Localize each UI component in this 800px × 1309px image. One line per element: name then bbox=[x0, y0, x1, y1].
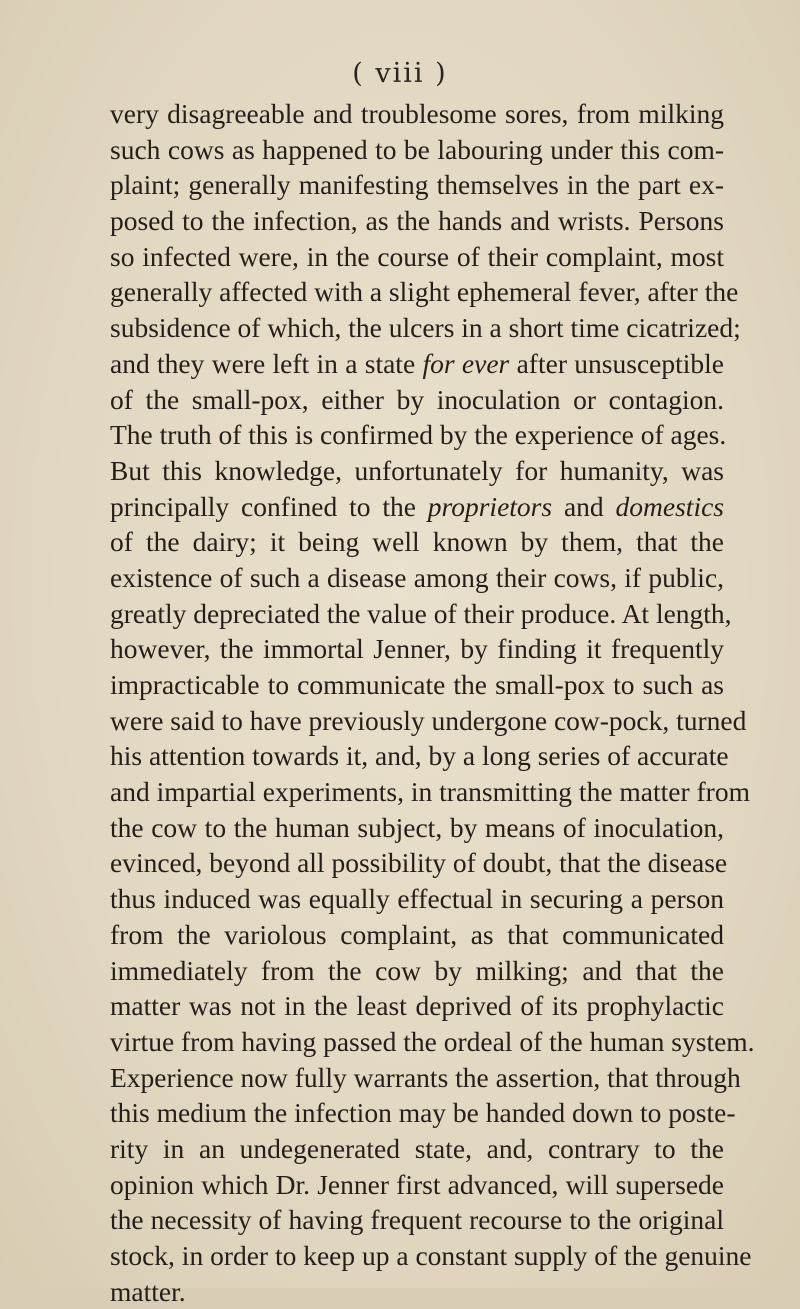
italic-text-segment: proprietors bbox=[427, 490, 553, 522]
text-line bbox=[110, 274, 739, 310]
text-segment: his attention towards it, and, by a long series of accurate bbox=[110, 740, 729, 772]
text-segment: virtue from having passed the ordeal of the human system. bbox=[110, 1025, 755, 1057]
text-segment: matter was not in the least deprived of its prophylactic bbox=[110, 990, 724, 1022]
text-segment: and they were left in a state bbox=[110, 347, 423, 379]
text-line bbox=[110, 953, 724, 989]
text-segment: plaint; generally manifesting themselves in the part ex- bbox=[110, 169, 724, 201]
text-line bbox=[110, 1060, 741, 1096]
text-segment: and bbox=[552, 490, 616, 522]
text-line bbox=[110, 382, 724, 418]
text-line bbox=[110, 1024, 755, 1060]
text-line bbox=[110, 1238, 752, 1274]
text-line bbox=[110, 1095, 736, 1131]
text-line bbox=[110, 96, 724, 132]
text-segment: the cow to the human subject, by means of inoculation, bbox=[110, 811, 724, 843]
italic-text-segment: for ever bbox=[422, 347, 510, 379]
text-segment: posed to the infection, as the hands and wrists. Persons bbox=[110, 205, 724, 237]
text-line bbox=[110, 132, 724, 168]
text-segment: this medium the infection may be handed down to poste- bbox=[110, 1097, 736, 1129]
text-segment: such cows as happened to be labouring under this com- bbox=[110, 133, 724, 165]
text-line bbox=[110, 1202, 724, 1238]
text-line bbox=[110, 738, 729, 774]
text-segment: Experience now fully warrants the assertion, that through bbox=[110, 1061, 741, 1093]
page-header: ( viii ) bbox=[352, 58, 448, 89]
text-line bbox=[110, 881, 724, 917]
text-segment: and impartial experiments, in transmitting the matter from bbox=[110, 776, 750, 808]
text-line bbox=[110, 810, 724, 846]
text-line bbox=[110, 1167, 724, 1203]
text-line bbox=[110, 1131, 724, 1167]
text-segment: after unsusceptible bbox=[509, 347, 725, 379]
text-segment: so infected were, in the course of their complaint, most bbox=[110, 240, 724, 272]
text-line bbox=[110, 774, 750, 810]
text-segment: of the dairy; it being well known by them, that the bbox=[110, 526, 724, 558]
text-line bbox=[110, 596, 732, 632]
text-segment: But this knowledge, unfortunately for humanity, was bbox=[110, 454, 724, 486]
text-line bbox=[110, 453, 724, 489]
text-line bbox=[110, 239, 724, 275]
text-segment: impracticable to communicate the small-pox to such as bbox=[110, 669, 724, 700]
text-segment: matter. bbox=[110, 1275, 186, 1307]
text-line bbox=[110, 988, 724, 1024]
text-segment: of the small-pox, either by inoculation or contagion. bbox=[110, 383, 724, 415]
text-segment: from the variolous complaint, as that communicated bbox=[110, 918, 724, 950]
body-text bbox=[110, 96, 755, 1309]
text-segment: The truth of this is confirmed by the experience of ages. bbox=[110, 419, 727, 451]
text-segment: very disagreeable and troublesome sores, from milking bbox=[110, 98, 724, 129]
text-segment: opinion which Dr. Jenner first advanced, will supersede bbox=[110, 1168, 724, 1200]
text-segment: principally confined to the bbox=[110, 490, 428, 522]
text-line bbox=[110, 667, 724, 703]
text-segment: evinced, beyond all possibility of doubt, that the disease bbox=[110, 847, 728, 879]
text-line bbox=[110, 524, 724, 560]
text-segment: stock, in order to keep up a constant supply of the genuine bbox=[110, 1240, 752, 1271]
text-line bbox=[110, 489, 724, 525]
text-segment: however, the immortal Jenner, by finding it frequently bbox=[110, 633, 724, 665]
text-segment: thus induced was equally effectual in securing a person bbox=[110, 883, 724, 915]
text-segment: rity in an undegenerated state, and, contrary to the bbox=[110, 1132, 724, 1164]
text-line bbox=[110, 167, 724, 203]
text-segment: subsidence of which, the ulcers in a short time cicatrized; bbox=[110, 312, 741, 344]
italic-text-segment: domestics bbox=[615, 490, 724, 522]
text-line bbox=[110, 845, 728, 881]
text-line bbox=[110, 1274, 724, 1309]
text-line bbox=[110, 631, 724, 667]
text-segment: were said to have previously undergone cow-pock, turned bbox=[110, 704, 747, 736]
text-line bbox=[110, 703, 747, 739]
text-segment: immediately from the cow by milking; and that the bbox=[110, 954, 724, 986]
text-line bbox=[110, 917, 724, 953]
text-segment: greatly depreciated the value of their produce. At length, bbox=[110, 597, 732, 629]
text-segment: generally affected with a slight ephemeral fever, after the bbox=[110, 276, 739, 308]
text-segment: the necessity of having frequent recourse to the original bbox=[110, 1204, 724, 1236]
text-line bbox=[110, 417, 727, 453]
text-line bbox=[110, 310, 741, 346]
text-line bbox=[110, 203, 724, 239]
text-segment: existence of such a disease among their cows, if public, bbox=[110, 561, 724, 593]
text-line bbox=[110, 346, 724, 382]
text-line bbox=[110, 560, 724, 596]
